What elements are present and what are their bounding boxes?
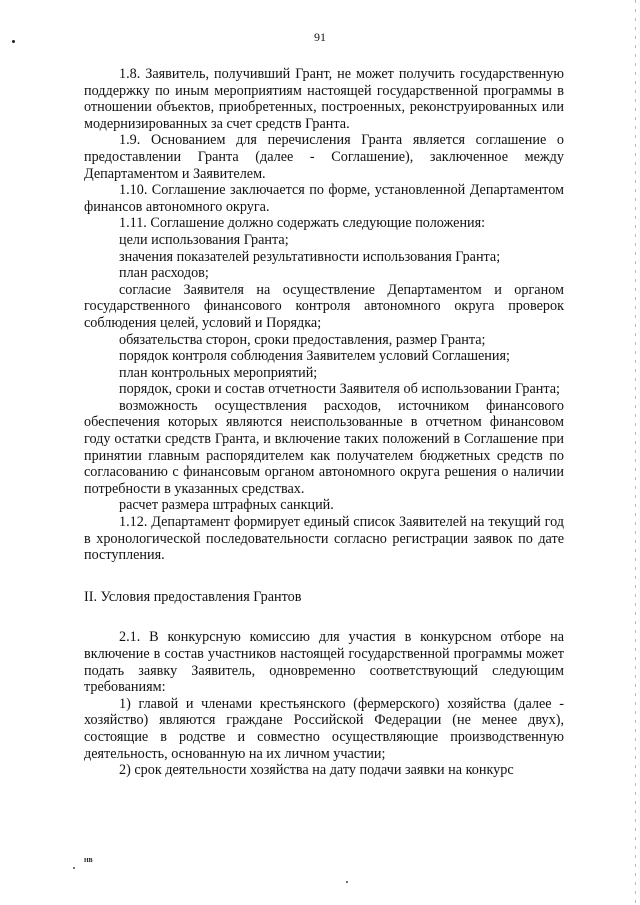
- requirement-2: 2) срок деятельности хозяйства на дату подачи заявки на конкурс: [119, 762, 514, 779]
- paragraph-2-1: 2.1. В конкурсную комиссию для участия в конкурсном отборе на включение в состав участников настоящей государственной программы может подать заявку Заявитель, одновременно соответствующий следующим требованиям:: [84, 629, 564, 696]
- requirement-1: 1) главой и членами крестьянского (фермерского) хозяйства (далее - хозяйство) являются граждане Российской Федерации (не менее двух), состоящие в родстве и совместно осуществляющие производственную деятельность, основанную на их личном участии;: [84, 695, 564, 762]
- list-item: цели использования Гранта;: [119, 231, 289, 248]
- scan-speck: [73, 867, 75, 869]
- paragraph-1-8: 1.8. Заявитель, получивший Грант, не может получить государственную поддержку по иным мероприятиям настоящей государственной программы в отношении объектов, приобретенных, построенных, реконструированных или модернизированных за счет средств Гранта.: [84, 66, 564, 132]
- paragraph-1-11: 1.11. Соглашение должно содержать следующие положения:: [119, 215, 486, 232]
- list-item: расчет размера штрафных санкций.: [119, 497, 334, 514]
- list-item: значения показателей результативности использования Гранта;: [119, 248, 501, 265]
- page-number: 91: [314, 30, 326, 44]
- paragraph-1-10: 1.10. Соглашение заключается по форме, установленной Департаментом финансов автономного округа.: [84, 182, 564, 215]
- list-item: план контрольных мероприятий;: [119, 364, 318, 381]
- paragraph-1-9: 1.9. Основанием для перечисления Гранта является соглашение о предоставлении Гранта (далее - Соглашение), заключенное между Департаментом и Заявителем.: [84, 132, 564, 182]
- scan-speck: [346, 881, 348, 883]
- document-body: [84, 66, 564, 779]
- list-item: порядок, сроки и состав отчетности Заявителя об использовании Гранта;: [119, 381, 560, 398]
- scan-edge-line: [635, 0, 636, 905]
- section-heading: II. Условия предоставления Грантов: [84, 588, 302, 605]
- list-item: возможность осуществления расходов, источником финансового обеспечения которых являются неиспользованные в отчетном финансовом году остатки средств Гранта, и включение таких положений в Соглашение при принятии главным распорядителем как получателем бюджетных средств по согласованию с финансовым органом автономного округа решения о наличии потребности в указанных средствах.: [84, 397, 564, 497]
- list-item: план расходов;: [119, 265, 209, 282]
- list-item: порядок контроля соблюдения Заявителем условий Соглашения;: [119, 348, 510, 365]
- list-item: обязательства сторон, сроки предоставления, размер Гранта;: [119, 331, 486, 348]
- list-item: согласие Заявителя на осуществление Департаментом и органом государственного финансового контроля автономного округа проверок соблюдения целей, условий и Порядка;: [84, 281, 564, 331]
- paragraph-1-12: 1.12. Департамент формирует единый список Заявителей на текущий год в хронологической последовательности согласно регистрации заявок по дате поступления.: [84, 514, 564, 564]
- footer-mark: НВ: [84, 858, 93, 864]
